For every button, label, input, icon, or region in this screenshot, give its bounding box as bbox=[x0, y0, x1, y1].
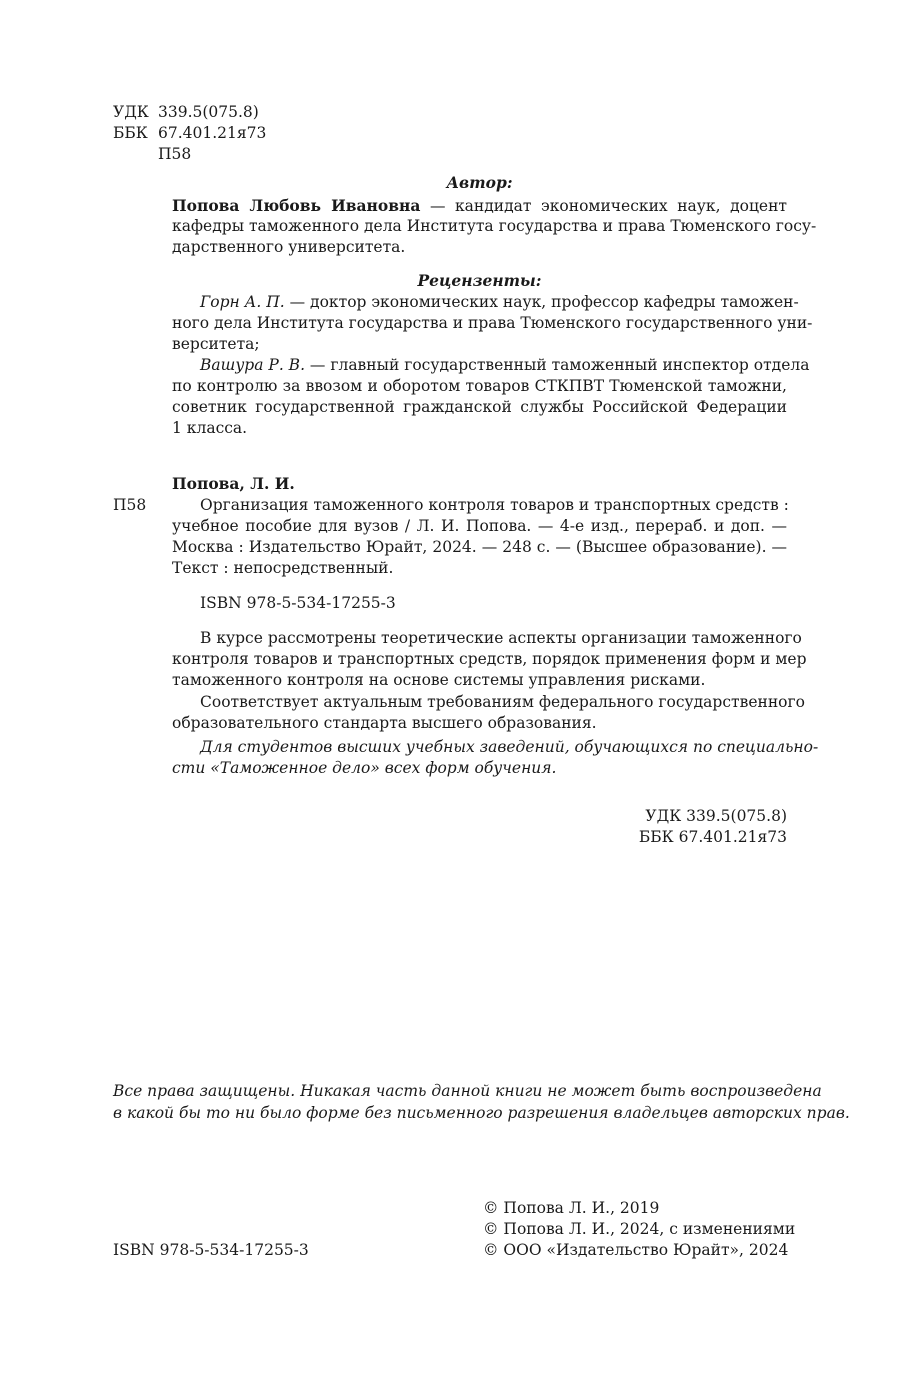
annotation-p1-line-2: контроля товаров и транспортных средств, порядок применения форм и мер bbox=[172, 650, 807, 668]
reviewer-2-line-1: Вашура Р. В. — главный государственный таможенный инспектор отдела bbox=[200, 356, 810, 374]
reviewer-2-name: Вашура Р. В. bbox=[200, 356, 305, 374]
author-line-1 bbox=[172, 195, 787, 217]
reviewer-2-line-3: советник государственной гражданской службы Российской Федерации bbox=[172, 398, 787, 416]
catalog-author-heading: Попова, Л. И. bbox=[172, 474, 295, 493]
copyright-3: © ООО «Издательство Юрайт», 2024 bbox=[483, 1241, 789, 1259]
bbk-value: 67.401.21я73 bbox=[158, 124, 267, 142]
annotation-p3-line-2: сти «Таможенное дело» всех форм обучения. bbox=[172, 759, 557, 777]
author-heading: Автор: bbox=[446, 173, 513, 192]
catalog-line-1: Организация таможенного контроля товаров и транспортных средств : bbox=[200, 496, 789, 514]
footer-isbn: ISBN 978-5-534-17255-3 bbox=[113, 1241, 309, 1259]
author-line-1-rest: — кандидат экономических наук, доцент bbox=[420, 197, 787, 215]
rights-line-1: Все права защищены. Никакая часть данной книги не может быть воспроизведена bbox=[113, 1082, 822, 1100]
author-mark: П58 bbox=[158, 145, 192, 163]
annotation-p2-line-1: Соответствует актуальным требованиям федерального государственного bbox=[200, 693, 805, 711]
reviewer-1-line-3: верситета; bbox=[172, 335, 260, 353]
reviewer-1-name: Горн А. П. bbox=[200, 293, 285, 311]
bottom-bbk: ББК 67.401.21я73 bbox=[638, 828, 787, 846]
rights-line-2: в какой бы то ни было форме без письменного разрешения владельцев авторских прав. bbox=[113, 1104, 850, 1122]
udk-value: 339.5(075.8) bbox=[158, 103, 259, 121]
author-line-3: дарственного университета. bbox=[172, 238, 406, 256]
annotation-p3-line-1: Для студентов высших учебных заведений, обучающихся по специально- bbox=[200, 738, 819, 756]
reviewer-1-line-2: ного дела Института государства и права Тюменского государственного уни- bbox=[172, 314, 813, 332]
annotation-p1-line-1: В курсе рассмотрены теоретические аспекты организации таможенного bbox=[200, 629, 802, 647]
reviewer-2-line-2: по контролю за ввозом и оборотом товаров СТКПВТ Тюменской таможни, bbox=[172, 377, 787, 395]
udk-label: УДК bbox=[113, 103, 149, 121]
catalog-mark: П58 bbox=[113, 496, 147, 514]
bbk-label: ББК bbox=[113, 124, 148, 142]
catalog-isbn: ISBN 978-5-534-17255-3 bbox=[200, 594, 396, 612]
annotation-p1-line-3: таможенного контроля на основе системы управления рисками. bbox=[172, 671, 706, 689]
reviewers-heading: Рецензенты: bbox=[417, 271, 542, 290]
annotation-p2-line-2: образовательного стандарта высшего образования. bbox=[172, 714, 597, 732]
bottom-udk: УДК 339.5(075.8) bbox=[645, 807, 787, 825]
reviewer-2-line-4: 1 класса. bbox=[172, 419, 248, 437]
author-name: Попова Любовь Ивановна bbox=[172, 196, 421, 215]
catalog-line-3: Москва : Издательство Юрайт, 2024. — 248 с. — (Высшее образование). — bbox=[172, 538, 787, 556]
author-line-2: кафедры таможенного дела Института государства и права Тюменского госу- bbox=[172, 217, 817, 235]
catalog-line-4: Текст : непосредственный. bbox=[172, 559, 394, 577]
copyright-1: © Попова Л. И., 2019 bbox=[483, 1199, 660, 1217]
reviewer-1-line-1: Горн А. П. — доктор экономических наук, профессор кафедры таможен- bbox=[200, 293, 799, 311]
catalog-line-2: учебное пособие для вузов / Л. И. Попова. — 4-е изд., перераб. и доп. — bbox=[172, 517, 787, 535]
copyright-2: © Попова Л. И., 2024, с изменениями bbox=[483, 1220, 796, 1238]
